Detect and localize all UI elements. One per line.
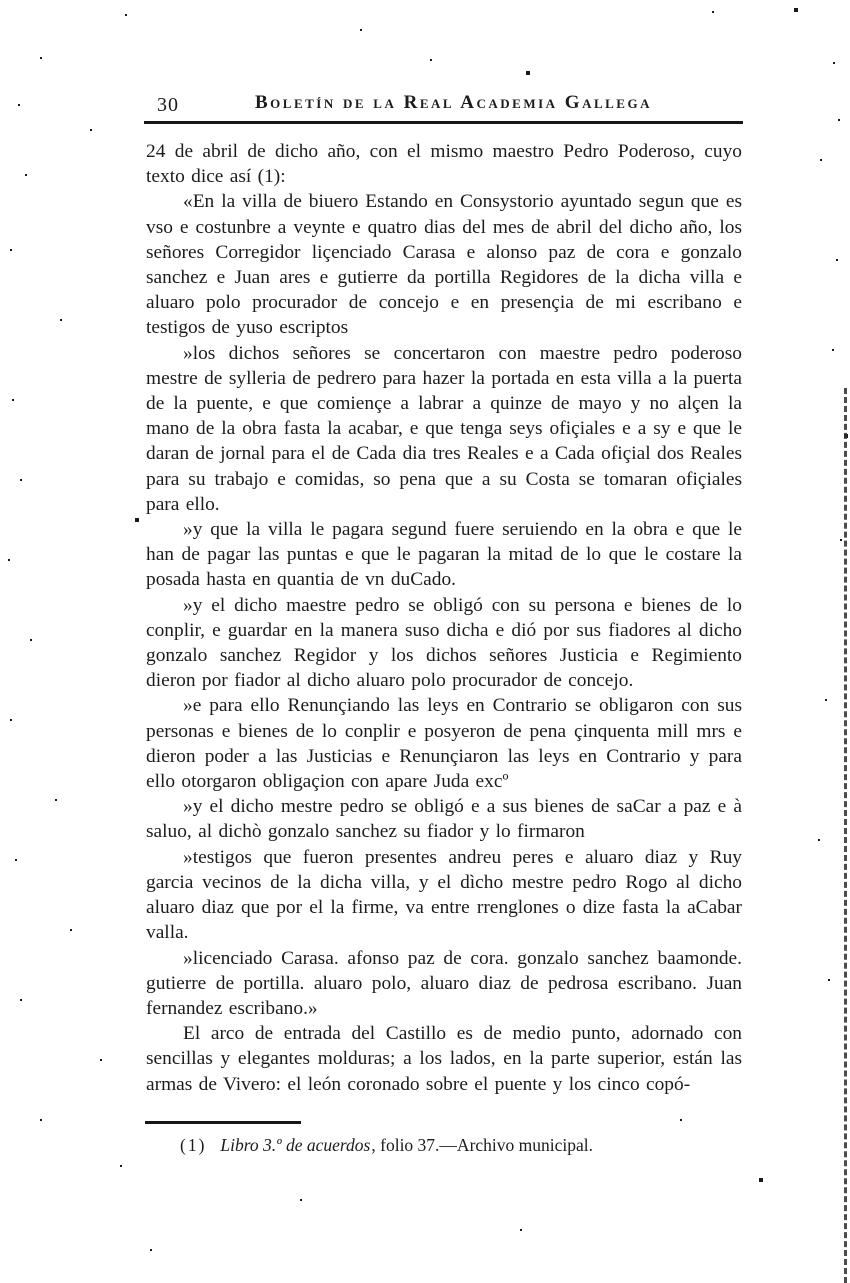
paragraph-quote-witnesses: »testigos que fueron presentes andreu peres e aluaro diaz y Ruy garcia vecinos de la dicha villa, y el dìcho mestre pedro Rogo al dicho aluaro diaz que por el la firme, va entre rrenglones o dize fasta la aCabar valla. xyxy=(146,846,742,944)
paragraph-quote-opening: «En la villa de biuero Estando en Consystorio ayuntado segun que es vso e costunbre a veynte e quatro dias del mes de abril del dicho año, los señores Corregidor liçenciado Carasa e alonso paz de cora e gonzalo sanchez e Juan ares e gutierre da portilla Regidores de la dicha villa e aluaro polo procurador de concejo e en presençia de mi escribano e testigos de yuso escriptos xyxy=(146,191,742,339)
paragraph-quote-guarantor: »y el dicho mestre pedro se obligó e a sus bienes de saCar a paz e à saluo, al dichò gonzalo sanchez su fiador y lo firmaron xyxy=(146,796,742,843)
paragraph-intro: 24 de abril de dicho año, con el mismo maestro Pedro Poderoso, cuyo texto dice así (1): xyxy=(146,141,742,188)
journal-title: Boletín de la Real Academia Gallega xyxy=(255,92,652,113)
header-rule xyxy=(144,121,743,124)
paragraph-quote-penalty: »e para ello Renunçiando las leys en Contrario se obligaron con sus personas e bienes de lo conplir e posyeron de pena çinquenta mill mrs e dieron poder a las Justicias e Renunçiaron las leys en Contrario y para ello otorgaron obligaçion con apare Juda excº xyxy=(146,695,742,793)
page-header xyxy=(145,92,742,118)
footnote-rule xyxy=(145,1121,301,1124)
paragraph-castle-description: El arco de entrada del Castillo es de medio punto, adornado con sencillas y elegantes molduras; a los lados, en la parte superior, están las armas de Vivero: el león coronado sobre el puente y los cinco copó- xyxy=(146,1023,742,1095)
paragraph-quote-signatures: »licenciado Carasa. afonso paz de cora. gonzalo sanchez baamonde. gutierre de portilla. aluaro polo, aluaro diaz de pedrosa escribano. Juan fernandez escribano.» xyxy=(146,947,742,1019)
footnote xyxy=(146,1134,780,1156)
footnote-work-title: Libro 3.º de acuerdos xyxy=(220,1135,371,1155)
page-edge-artifact xyxy=(844,388,847,1283)
page-number: 30 xyxy=(157,94,179,116)
document-body xyxy=(146,139,742,1097)
footnote-rest: , folio 37.—Archivo municipal. xyxy=(371,1135,594,1155)
paragraph-quote-payment: »y que la villa le pagara segund fuere seruiendo en la obra e que le han de pagar las puntas e que le pagaran la mitad de lo que le costare la posada hasta en quantia de vn duCado. xyxy=(146,519,742,591)
paragraph-quote-agreement: »los dichos señores se concertaron con maestre pedro poderoso mestre de sylleria de pedrero para hazer la portada en esta villa a la puerta de la puente, e que comiençe a labrar a quinze de mayo y no alçen la mano de la obra fasta la acabar, e que tenga seys ofiçiales e a sy e que le daran de jornal para el de Cada dia tres Reales e a Cada ofiçial dos Reales para su trabajo e comidas, so pena que a su Costa se tomaran ofiçiales para ello. xyxy=(146,342,742,515)
paragraph-quote-obligation: »y el dicho maestre pedro se obligó con su persona e bienes de lo conplir, e guardar en la manera suso dicha e dió por sus fiadores al dicho gonzalo sanchez Regidor y los dichos señores Justicia e Regimiento dieron por fiador al dicho aluaro polo procurador de concejo. xyxy=(146,594,742,692)
footnote-marker: (1) xyxy=(180,1135,207,1155)
scan-noise xyxy=(0,0,2,2)
